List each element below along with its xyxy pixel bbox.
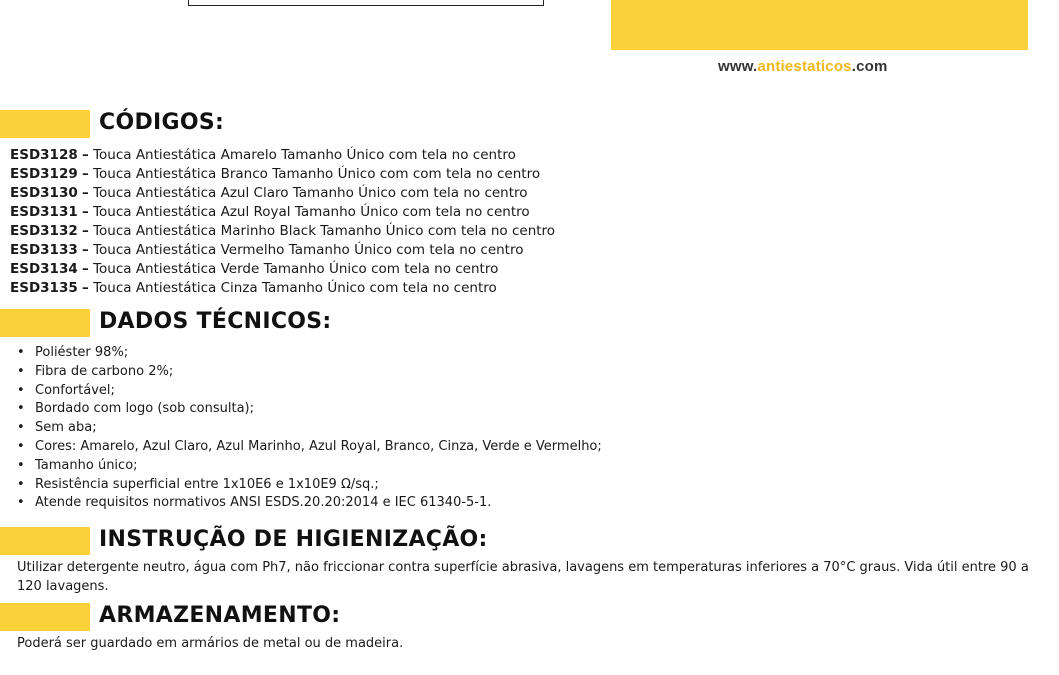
code-item [10, 184, 555, 203]
spec-text: Confortável; [35, 382, 115, 398]
code-item [10, 241, 555, 260]
code-item [10, 260, 555, 279]
code-description: Touca Antiestática Branco Tamanho Único com com tela no centro [88, 166, 541, 182]
spec-item [17, 438, 602, 457]
code-separator: – [82, 280, 89, 296]
top-frame-box [188, 0, 544, 6]
spec-item [17, 400, 602, 419]
code-description: Touca Antiestática Cinza Tamanho Único com tela no centro [88, 280, 497, 296]
spec-item [17, 419, 602, 438]
spec-text: Fibra de carbono 2%; [35, 363, 174, 379]
code-item [10, 279, 555, 298]
cleaning-section-marker [0, 527, 90, 555]
storage-instructions: Poderá ser guardado em armários de metal ou de madeira. [17, 636, 404, 651]
spec-item [17, 494, 602, 513]
codes-section-marker [0, 110, 90, 138]
cleaning-instructions: Utilizar detergente neutro, água com Ph7, não friccionar contra superfície abrasiva, lavagens em temperaturas inferiores a 70°C graus. Vida útil entre 90 a 120 lavagens. [17, 560, 1029, 594]
code-separator: – [82, 204, 89, 220]
code-description: Touca Antiestática Marinho Black Tamanho Único com tela no centro [88, 223, 556, 239]
spec-item [17, 382, 602, 401]
spec-text: Poliéster 98%; [35, 345, 129, 360]
bullet-icon: • [17, 345, 25, 360]
bullet-icon: • [17, 438, 25, 454]
code-separator: – [82, 223, 89, 239]
spec-text: Bordado com logo (sob consulta); [35, 401, 255, 417]
code-description: Touca Antiestática Azul Claro Tamanho Único com tela no centro [88, 185, 528, 201]
spec-text: Resistência superficial entre 1x10E6 e 1x10E9 Ω/sq.; [35, 476, 379, 492]
spec-item [17, 363, 602, 382]
bullet-icon: • [17, 476, 25, 492]
code-separator: – [82, 166, 89, 182]
header-banner [611, 0, 1028, 50]
bullet-icon: • [17, 401, 25, 417]
code-id: ESD3131 [10, 204, 78, 220]
codes-list [10, 146, 555, 298]
spec-text: Sem aba; [35, 420, 97, 436]
storage-section-marker [0, 603, 90, 631]
bullet-icon: • [17, 457, 25, 473]
specs-section-marker [0, 309, 90, 337]
storage-section-title: ARMAZENAMENTO: [99, 603, 341, 628]
code-item [10, 203, 555, 222]
code-description: Touca Antiestática Verde Tamanho Único com tela no centro [88, 261, 499, 277]
website-url[interactable] [718, 58, 888, 75]
code-id: ESD3130 [10, 185, 78, 201]
website-suffix: .com [851, 58, 888, 75]
website-brand: antiestaticos [757, 58, 852, 75]
code-separator: – [82, 147, 89, 163]
code-separator: – [82, 261, 89, 277]
spec-item [17, 457, 602, 476]
code-description: Touca Antiestática Azul Royal Tamanho Único com tela no centro [88, 204, 530, 220]
code-id: ESD3134 [10, 261, 78, 277]
code-id: ESD3133 [10, 242, 78, 258]
code-id: ESD3128 [10, 147, 78, 163]
code-id: ESD3135 [10, 280, 78, 296]
cleaning-section-title: INSTRUÇÃO DE HIGIENIZAÇÃO: [99, 527, 488, 552]
code-item [10, 222, 555, 241]
bullet-icon: • [17, 382, 25, 398]
bullet-icon: • [17, 495, 25, 511]
code-id: ESD3132 [10, 223, 78, 239]
specs-list [17, 344, 602, 513]
code-item [10, 165, 555, 184]
spec-text: Cores: Amarelo, Azul Claro, Azul Marinho, Azul Royal, Branco, Cinza, Verde e Vermelho; [35, 438, 602, 454]
code-separator: – [82, 185, 89, 201]
code-item [10, 146, 555, 165]
code-separator: – [82, 242, 89, 258]
code-id: ESD3129 [10, 166, 78, 182]
spec-item [17, 344, 602, 363]
bullet-icon: • [17, 363, 25, 379]
spec-text: Atende requisitos normativos ANSI ESDS.20.20:2014 e IEC 61340-5-1. [35, 495, 492, 511]
code-description: Touca Antiestática Amarelo Tamanho Único com tela no centro [88, 147, 516, 163]
bullet-icon: • [17, 420, 25, 436]
spec-text: Tamanho único; [35, 457, 138, 473]
specs-section-title: DADOS TÉCNICOS: [99, 309, 332, 334]
website-prefix: www. [718, 58, 758, 75]
codes-section-title: CÓDIGOS: [99, 110, 225, 135]
spec-item [17, 476, 602, 495]
code-description: Touca Antiestática Vermelho Tamanho Único com tela no centro [88, 242, 524, 258]
